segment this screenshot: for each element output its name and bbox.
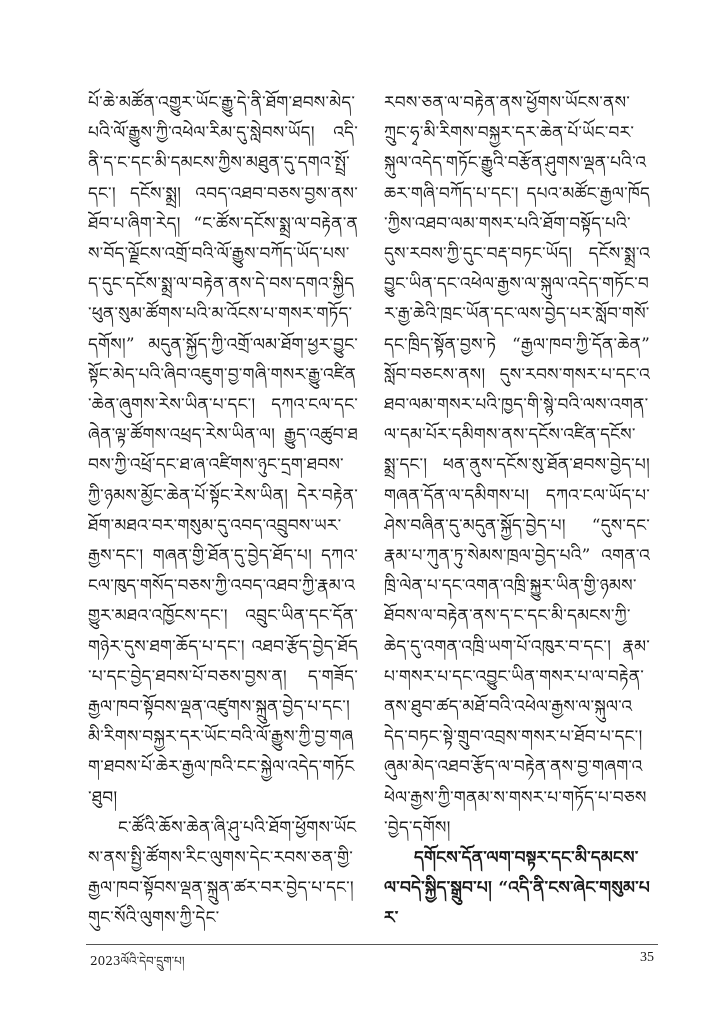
paragraph: ང་ཚོའི་ཆོས་ཆེན་ཞི་ཤུ་པའི་ཐོག་ཕྱོགས་ཡོངས་ནས་སྤྱི་ཚོགས་རིང་ལུགས་དེང་རབས་ཅན་གྱི་རྒྱལ་ཁབ་སྟོབས་ལྡན་སྐྲུན་ཚར་བར་བྱེད་པ་དང་། གུང་སོའི་ལུགས་ཀྱི་དེང་ bbox=[88, 817, 357, 929]
footer-issue-label: 2023ལོའི་དེབ་དྲུག་པ། bbox=[90, 954, 185, 968]
footer-divider bbox=[86, 944, 658, 945]
paragraph: རབས་ཅན་ལ་བརྟེན་ནས་ཕྱོགས་ཡོངས་ནས་ཀྲུང་ཧྭ་མི་རིགས་བསྐྱར་དར་ཆེན་པོ་ཡོང་བར་སྐུལ་འདེད་གཏོང་རྒྱུའི་བརྩོན་ཤུགས་ལྡན་པའི་འཆར་གཞི་བཀོད་པ་དང་། དཔའ་མཚོང་རྒྱལ་ཁོད་ཀྱིས་འཐབ་ལམ་གསར་པའི་ཐོག་བསྟོད་པའི་དུས་རབས་ཀྱི་དུང་བརྡ་བཏང་ཡོད། དངོས་སྨྲ་འབྱུང་ཡིན་དང་འཕེལ་རྒྱས་ལ་སྐུལ་འདེད་གཏོང་བར་རྒྱ་ཆེའི་ཁྲང་ཡོན་དང་ལས་བྱེད་པར་སློབ་གསོ་དང་ཁྲིད་སྟོན་བྱས་ཏེ “རྒྱལ་ཁབ་ཀྱི་དོན་ཆེན” སློབ་བཅངས་ནས། དུས་རབས་གསར་པ་དང་འཐབ་ལམ་གསར་པའི་ཁྱད་གི་སྙེ་བའི་ལས་འགན་ལ་དམ་པོར་དམིགས་ནས་དངོས་འཛིན་དངོས་སྨྲ་དང་། ཕན་ནུས་དངོས་སུ་ཐོན་ཐབས་བྱེད་པ། གཞན་དོན་ལ་དམིགས་པ། དཀའ་ངལ་ཡོད་པ་ཤེས་བཞིན་དུ་མདུན་སྐྱོད་བྱེད་པ། “དུས་དང་རྣམ་པ་ཀུན་ཏུ་སེམས་ཁྲལ་བྱེད་པའི” འགན་འཁྲི་ལེན་པ་དང་འགན་འཁྲི་སྐྱུར་ཡིན་གྱི་ཉམས་ཐོབས་ལ་བརྟེན་ནས་ད་ང་དང་མི་དམངས་ཀྱི་ཆེད་དུ་འགན་འཁྲི་ཡག་པོ་འཁུར་བ་དང་། རྣམ་པ་གསར་པ་དང་འབྱུང་ཡིན་གསར་པ་ལ་བརྟེན་ནས་ཐུབ་ཚད་མཐོ་བའི་འཕེལ་རྒྱས་ལ་སྐུལ་འདེད་བཏང་སྟེ་གྲུབ་འབྲས་གསར་པ་ཐོབ་པ་དང་། ཞུམ་མེད་འཐབ་རྩོད་ལ་བརྟེན་ནས་བྱ་གཞག་འཕེལ་རྒྱས་ཀྱི་གནམ་ས་གསར་པ་གཏོད་པ་བཅས་བྱེད་དགོས། bbox=[384, 93, 650, 838]
paragraph: པོ་ཆེ་མཚོན་འགྱུར་ཡོང་རྒྱུ་དེ་ནི་ཐོག་ཐབས་མེད་པའི་ལོ་རྒྱུས་ཀྱི་འཕེལ་རིམ་དུ་སླེབས་ཡོད། འདི་ནི་ད་ང་དང་མི་དམངས་ཀྱིས་མཐུན་དུ་དགའ་སྤྲོ་དང་། དངོས་སྨྲ། འབད་འཐབ་བཅས་བྱས་ནས་ཐོབ་པ་ཞིག་རེད། “ང་ཚོས་དངོས་སྨྲ་ལ་བརྟེན་ནས་བོད་ལྗོངས་འགྲོ་བའི་ལོ་རྒྱུས་བཀོད་ཡོད་པས་ད་དུང་དངོས་སྨྲ་ལ་བརྟེན་ནས་དེ་བས་དགའ་སྐྱིད་ཕུན་སུམ་ཚོགས་པའི་མ་འོངས་པ་གསར་གཏོད་དགོས།” མདུན་སྐྱོད་ཀྱི་འགྲོ་ལམ་ཐོག་ཕྱར་བྱུང་སྟོང་མེད་པའི་ཞིབ་འཇུག་བྱ་གཞི་གསར་རྒྱུ་འཛིན་ཆེན་ཞུགས་རེས་ཡིན་པ་དང་། དཀའ་ངལ་དང་ཞེན་ལྟ་ཚོགས་འཕྲད་རེས་ཡིན་ལ། རྒྱུད་འཚུབ་ཐབས་ཀྱི་འཕྲོ་དང་ཐ་ཞ་འཛིགས་ཉུང་དྲག་ཐབས་ཀྱི་ཉམས་མྱོང་ཆེན་པོ་སྟོང་རེས་ཡིན། དེར་བརྟེན་ཐོག་མཐའ་བར་གསུམ་དུ་འབད་འབྲུབས་ཡར་རྒྱས་དང་། གཞན་གྱི་ཐོན་དུ་བྱེད་ཐོད་པ། དཀའ་ངལ་ཁུད་གསོད་བཅས་ཀྱི་འབད་འཐབ་ཀྱི་རྣམ་འགྱུར་མཐའ་འཁྱོངས་དང་། འབྲུང་ཡིན་དང་དོན་གཉེར་དུས་ཐག་ཆོད་པ་དང་། འཐབ་རྩོད་བྱེད་ཐོད་པ་དང་བྱེད་ཐབས་པོ་བཅས་བྱས་ན། ད་གཟོད་རྒྱལ་ཁབ་སྟོབས་ལྡན་འཛུགས་སྐྲུན་བྱེད་པ་དང་། མི་རིགས་བསྐྱར་དར་ཡོང་བའི་ལོ་རྒྱུས་ཀྱི་བྱ་གཞག་ཐབས་པོ་ཆེར་རྒྱལ་ཁའི་ངང་སྐྱེལ་འདེད་གཏོང་ཐུབ། bbox=[88, 93, 358, 808]
text-column-right bbox=[384, 88, 650, 938]
text-column-left bbox=[88, 88, 358, 938]
page-number: 35 bbox=[640, 950, 654, 965]
paragraph-heading: དགོངས་དོན་ལག་བསྟར་དང་མི་དམངས་ལ་བདེ་སྐྱིད་སྒྲུབ་པ། “འདི་ནི་ངས་ཞེང་གསུམ་པར་ bbox=[384, 848, 650, 929]
